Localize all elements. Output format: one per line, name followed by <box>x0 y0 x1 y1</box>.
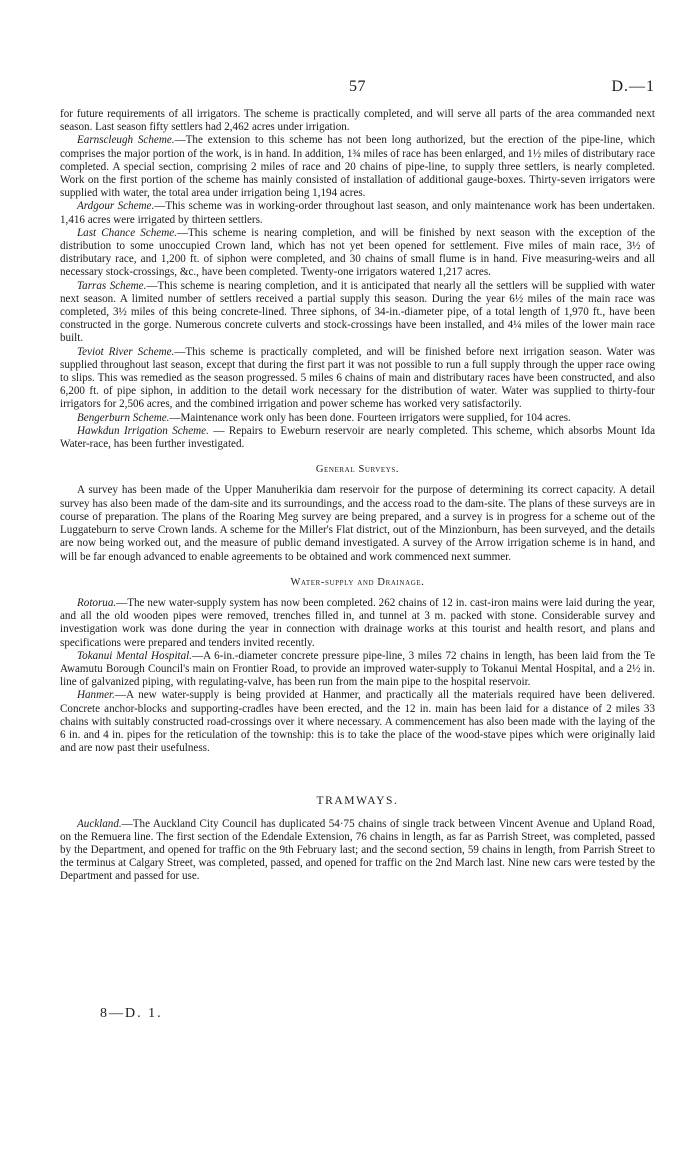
water-supply-heading: Water-supply and Drainage. <box>290 576 425 588</box>
item-name: Rotorua. <box>77 596 117 609</box>
scheme-text: —This scheme is nearing completion, and will be finished by next season with the exception of the distribution to some unoccupied Crown land, which has not yet been opened for settlement. Five miles of main race, 3½ of distributary race, and 1,200 ft. of siphon were completed, and 30 chains of small flume is in hand. Five measuring-weirs and all necessary stock-crossings, &c., have been completed. Twenty-one irrigators watered 1,217 acres. <box>60 226 655 279</box>
intro-paragraph: for future requirements of all irrigators. The scheme is practically completed, and will serve all parts of the area commanded next season. Last season fifty settlers had 2,462 acres under irrigation. <box>60 108 655 134</box>
document-reference: D.—1 <box>611 78 655 95</box>
scheme-name: Bengerburn Scheme. <box>77 411 170 424</box>
scheme-name: Teviot River Scheme. <box>77 345 175 358</box>
scheme-paragraph-earnscleugh <box>60 134 655 200</box>
tramways-paragraph-auckland <box>60 818 655 884</box>
scheme-text: —The extension to this scheme has not been long authorized, but the erection of the pipe-line, which comprises the major portion of the work, is in hand. In addition, 1¾ miles of race has been enlarged, and 1½ miles of distributary race completed. A special section, comprising 2 miles of race and 20 chains of pipe-line, to supply three settlers, is nearly completed. Work on the first portion of the scheme has mainly consisted of installation of additional gauge-boxes. Thirty-seven irrigators were supplied with water, the total area under irrigation being 1,194 acres. <box>60 134 656 200</box>
scheme-name: Tarras Scheme. <box>77 279 147 292</box>
scheme-text: —This scheme was in working-order throughout last season, and only maintenance work has been undertaken. 1,416 acres were irrigated by thirteen settlers. <box>60 200 655 226</box>
item-text: —The Auckland City Council has duplicated 54·75 chains of single track between Vincent Avenue and Upland Road, on the Remuera line. The first section of the Edendale Extension, 76 chains in length, as far as Parrish Street, was completed, passed by the Department, and opened for traffic on the 9th February last; and the second section, 59 chains in length, from Parrish Street to the terminus at Calgary Street, was completed, passed, and opened for traffic on the 2nd March last. Nine new cars were tested by the Department and passed for use. <box>60 817 655 883</box>
scheme-name: Earnscleugh Scheme. <box>77 134 175 147</box>
scheme-name: Last Chance Scheme. <box>77 226 177 239</box>
item-name: Auckland. <box>77 817 122 830</box>
water-supply-paragraph-rotorua <box>60 597 655 650</box>
item-text: —A 6-in.-diameter concrete pressure pipe-line, 3 miles 72 chains in length, has been laid from the Te Awamutu Borough Council's main on Frontier Road, to provide an improved water-supply to Tokanui Mental Hospital, and a 2½ in. line of galvanized piping, with regulating-valve, has been run from the main pipe to the hospital reservoir. <box>60 649 655 689</box>
general-surveys-heading: General Surveys. <box>315 464 400 476</box>
scheme-paragraph-teviot <box>60 346 655 412</box>
scheme-text: —This scheme is nearing completion, and it is anticipated that nearly all the settlers will be supplied with water next season. A limited number of settlers received a partial supply this season. During the year 6½ miles of the main race was completed, 3½ miles of this being concrete-lined. Three siphons, of 34-in.-diameter pipe, of a total length of 1,970 ft., have been constructed in the gorge. Numerous concrete culverts and stock-crossings have been installed, and 4¼ miles of the lower main race built. <box>60 279 655 345</box>
water-supply-paragraph-hanmer <box>60 689 655 755</box>
scheme-paragraph-ardgour <box>60 200 655 226</box>
page-number: 57 <box>349 78 366 95</box>
tramways-heading: TRAMWAYS. <box>316 795 399 808</box>
general-surveys-paragraph: A survey has been made of the Upper Manuherikia dam reservoir for the purpose of determining its correct capacity. A detail survey has also been made of the dam-site and its surroundings, and the access road to the dam-site. The plans of these surveys are in course of preparation. The plans of the Roaring Meg survey are being prepared, and a survey is in progress for a scheme out of the Luggateburn to serve Crown lands. A scheme for the Miller's Flat district, out of the Minzionburn, has been surveyed, and the details are now being worked out, and the measure of public demand investigated. A survey of the Arrow irrigation scheme is in hand, and will be far enough advanced to enable agreements to be obtained and work commenced next summer. <box>60 484 655 563</box>
water-supply-paragraph-tokanui <box>60 650 655 690</box>
item-name: Hanmer. <box>77 689 115 702</box>
item-text: —A new water-supply is being provided at Hanmer, and practically all the materials required have been delivered. Concrete anchor-blocks and supporting-cradles have been erected, and the 12 in. main has been laid for a distance of 2 miles 33 chains with suitably constructed road-crossings over it where necessary. A commencement has also been made with the laying of the 6 in. and 4 in. pipes for the reticulation of the township: this is to take the place of the wood-stave pipes which were originally laid and are now past their usefulness. <box>60 689 655 755</box>
scheme-text: —Maintenance work only has been done. Fourteen irrigators were supplied, for 104 acres. <box>169 411 571 424</box>
document-body <box>60 108 655 884</box>
page-header <box>60 78 655 96</box>
scheme-text: — Repairs to Eweburn reservoir are nearly completed. This scheme, which absorbs Mount Ida Water-race, has been further investigated. <box>60 424 656 451</box>
scheme-paragraph-tarras <box>60 280 655 346</box>
scheme-paragraph-bengerburn <box>60 412 655 425</box>
item-text: —The new water-supply system has now been completed. 262 chains of 12 in. cast-iron mains were laid during the year, and all the old wooden pipes were removed, trenches filled in, and tunnel at 3 m. packed with stone. Considerable survey and investigation work was done during the year in connection with drainage works at this tourist and health resort, and plans and specifications were prepared and tenders invited recently. <box>60 596 655 649</box>
scheme-text: —This scheme is practically completed, and will be finished before next irrigation season. Water was supplied throughout last season, except that during the first part it was not possible to run a full supply through the upper race owing to slips. This was remedied as the season progressed. 5 miles 6 chains of main and distributary races have been constructed, and also 6,200 ft. of pipe siphon, in addition to the detail work necessary for the distribution of water. Water was supplied to thirty-four irrigators for 2,506 acres, and the combined irrigation and power scheme has worked very satisfactorily. <box>60 345 655 411</box>
scheme-name: Hawkdun Irrigation Scheme. <box>77 424 209 437</box>
scheme-name: Ardgour Scheme. <box>77 200 155 213</box>
page-signature: 8—D. 1. <box>100 1006 163 1021</box>
item-name: Tokanui Mental Hospital. <box>77 649 193 662</box>
scheme-paragraph-hawkdun <box>60 425 655 451</box>
scheme-paragraph-last-chance <box>60 227 655 280</box>
